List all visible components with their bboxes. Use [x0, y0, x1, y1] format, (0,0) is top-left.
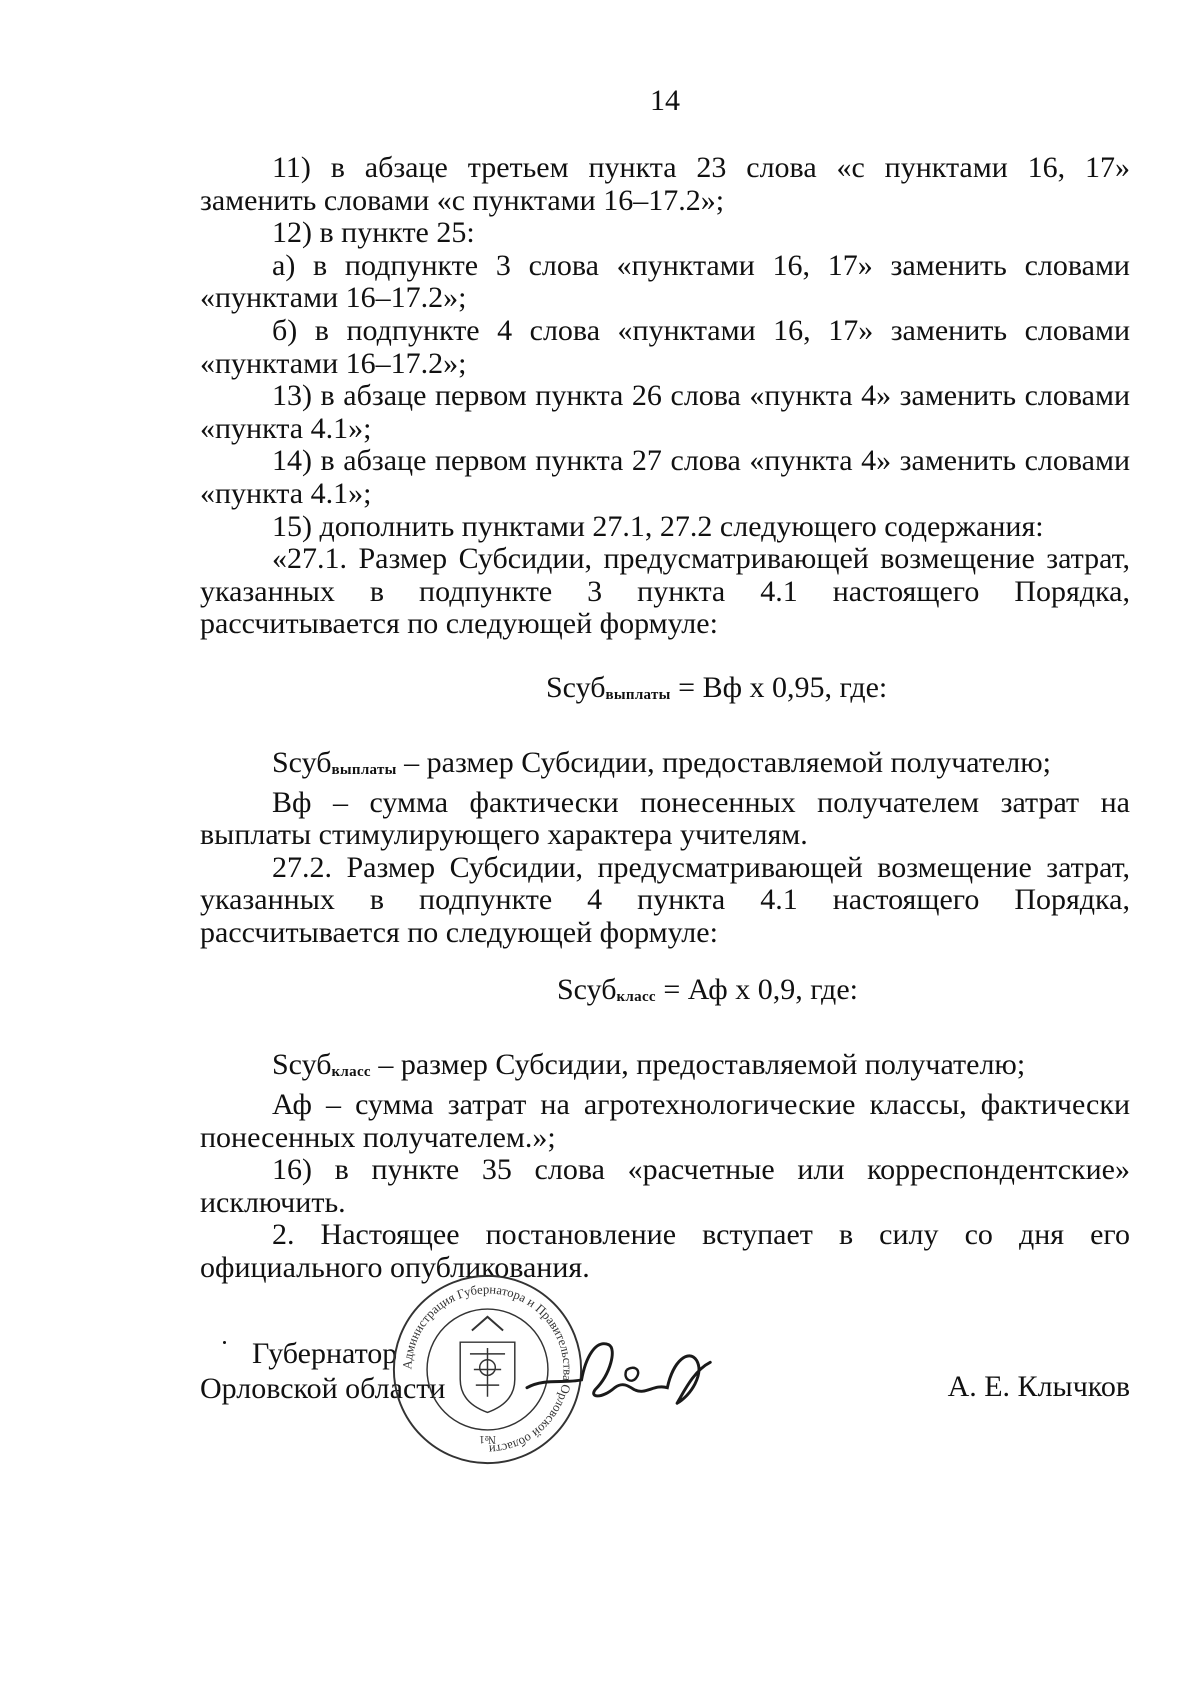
coat-of-arms-icon: [460, 1317, 515, 1413]
formula-expression: = Вф х 0,95, где:: [670, 670, 888, 704]
definition-text: – размер Субсидии, предоставляемой получателю;: [370, 1048, 1026, 1082]
definition: [200, 1049, 1130, 1089]
formula-expression: = Аф х 0,9, где:: [655, 973, 858, 1007]
paragraph: а) в подпункте 3 слова «пунктами 16, 17» заменить словами «пунктами 16–17.2»;: [200, 248, 1130, 315]
formula-symbol: Sсуб: [546, 670, 606, 704]
paragraph: 13) в абзаце первом пункта 26 слова «пункта 4» заменить словами «пункта 4.1»;: [200, 379, 1130, 445]
definition-subscript: класс: [331, 1064, 371, 1081]
formula-subsidy-payments: [200, 641, 1130, 747]
definition-symbol: Sсуб: [272, 745, 332, 779]
formula-subscript: выплаты: [605, 686, 671, 703]
paragraph: 12) в пункте 25:: [272, 216, 475, 250]
signatory-name: А. Е. Клычков: [947, 1370, 1130, 1403]
paragraph: 14) в абзаце первом пункта 27 слова «пункта 4» заменить словами «пункта 4.1»;: [200, 444, 1130, 510]
paragraph: 2. Настоящее постановление вступает в силу со дня его официального опубликования.: [200, 1218, 1130, 1285]
paragraph: 16) в пункте 35 слова «расчетные или корреспондентские» исключить.: [200, 1153, 1130, 1219]
definition-subscript: выплаты: [331, 761, 397, 778]
paragraph: 11) в абзаце третьем пункта 23 слова «с пунктами 16, 17» заменить словами «с пунктами 16–17.2»;: [200, 151, 1130, 217]
definition-text: – размер Субсидии, предоставляемой получателю;: [396, 745, 1051, 779]
page-number: 14: [650, 84, 680, 117]
signatory-region: Орловской области: [200, 1372, 446, 1405]
seal-number: №1: [479, 1432, 496, 1446]
formula-subsidy-classes: [200, 949, 1130, 1049]
paragraph: 15) дополнить пунктами 27.1, 27.2 следующего содержания:: [272, 509, 1044, 543]
paragraph: «27.1. Размер Субсидии, предусматривающей возмещение затрат, указанных в подпункте 3 пункта 4.1 настоящего Порядка, рассчитывается по следующей формуле:: [200, 542, 1130, 641]
paragraph: б) в подпункте 4 слова «пунктами 16, 17» заменить словами «пунктами 16–17.2»;: [200, 313, 1130, 380]
handwritten-signature: [525, 1330, 720, 1420]
formula-subscript: класс: [616, 989, 656, 1006]
definition: [200, 747, 1130, 787]
definition-symbol: Sсуб: [272, 1048, 332, 1082]
paragraph: 27.2. Размер Субсидии, предусматривающей возмещение затрат, указанных в подпункте 4 пункта 4.1 настоящего Порядка, рассчитывается по следующей формуле:: [200, 850, 1130, 949]
document-body: [200, 152, 1130, 1285]
seal-text: Администрация Губернатора и Правительства Орловской области: [400, 1282, 575, 1457]
scan-mark: [223, 1341, 226, 1344]
signatory-title: Губернатор: [252, 1337, 398, 1370]
formula-symbol: Sсуб: [557, 973, 617, 1007]
definition: Аф – сумма затрат на агротехнологические классы, фактически понесенных получателем.»;: [200, 1088, 1130, 1154]
definition: Вф – сумма фактически понесенных получателем затрат на выплаты стимулирующего характера учителям.: [200, 785, 1130, 852]
